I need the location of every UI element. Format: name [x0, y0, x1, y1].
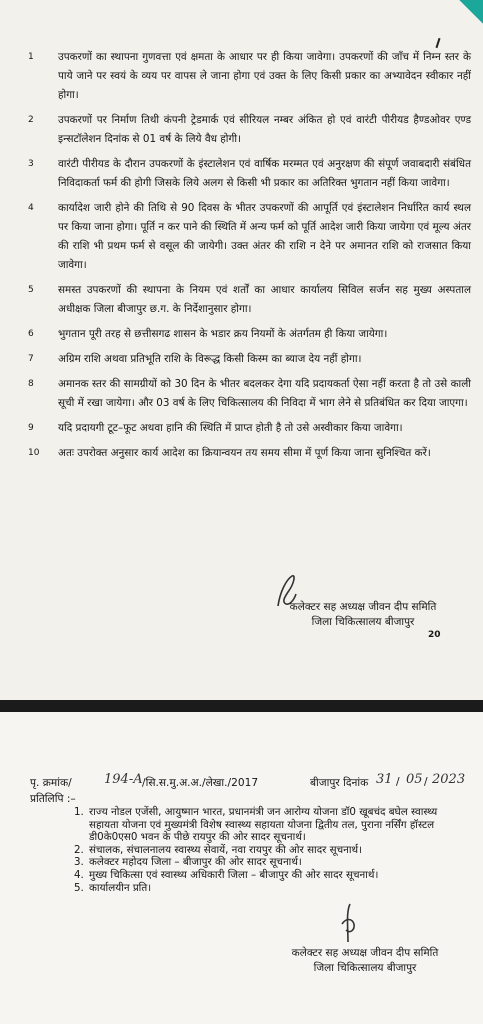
- condition-number: 9: [28, 423, 34, 433]
- condition-item: [26, 199, 471, 275]
- condition-item: [26, 281, 471, 319]
- condition-number: 3: [28, 159, 34, 169]
- condition-text: अग्रिम राशि अथवा प्रतिभूति राशि के विरूद्ध किसी किस्म का ब्याज देय नहीं होगा।: [58, 353, 362, 365]
- place-date-label: बीजापुर दिनांक: [310, 777, 369, 789]
- condition-item: [26, 350, 471, 369]
- signature-block-2: [270, 946, 460, 976]
- condition-item: [26, 48, 471, 105]
- condition-number: 1: [28, 52, 34, 62]
- condition-item: [26, 325, 471, 344]
- signature-scribble-2: [336, 900, 360, 946]
- copy-text: कलेक्टर महोदय जिला – बीजापुर की ओर सादर सूचनार्थ।: [89, 856, 302, 869]
- condition-number: 4: [28, 203, 34, 213]
- page-corner-fold: [459, 0, 483, 24]
- copy-text: संचालक, संचालनालय स्वास्थ्य सेवायें, नवा रायपुर की ओर सादर सूचनार्थ।: [89, 843, 363, 856]
- copy-number: 4.: [74, 868, 84, 881]
- copy-recipient: [74, 869, 454, 882]
- copy-number: 2.: [74, 843, 84, 856]
- signature-office: जिला चिकित्सालय बीजापुर: [311, 616, 415, 628]
- copy-number: 3.: [74, 856, 84, 869]
- signature-office: जिला चिकित्सालय बीजापुर: [313, 962, 417, 974]
- copy-recipient: [74, 882, 454, 895]
- page-number: 20: [428, 630, 441, 640]
- condition-text: अमानक स्तर की सामग्रीयों को 30 दिन के भीतर बदलकर देगा यदि प्रदायकर्ता ऐसा नहीं करता है तो उसे काली सूची में रखा जायेगा। और 03 वर्ष के लिए चिकित्सालय की निविदा में भाग लेने से प्रतिबंधित कर दिया जाएगा।: [58, 378, 471, 409]
- copy-label: प्रतिलिपि :–: [30, 793, 76, 805]
- condition-item: [26, 419, 471, 438]
- condition-item: [26, 375, 471, 413]
- condition-text: समस्त उपकरणों की स्थापना के नियम एवं शर्तों का आधार कार्यालय सिविल सर्जन सह मुख्य अस्पताल अधीक्षक जिला बीजापुर छ.ग. के निर्देशानुसार होगा।: [58, 284, 471, 315]
- condition-item: [26, 444, 471, 463]
- condition-text: उपकरणों पर निर्माण तिथी कंपनी ट्रेडमार्क एवं सीरियल नम्बर अंकित हो एवं वारंटी पीरीयड हैण्डओवर एण्ड इन्सटॉलेशन दिनांक से 01 वर्ष के लिये वैध होगी।: [58, 114, 471, 145]
- condition-item: [26, 155, 471, 193]
- condition-item: [26, 111, 471, 149]
- condition-number: 5: [28, 285, 34, 295]
- condition-text: उपकरणों का स्थापना गुणवत्ता एवं क्षमता के आधार पर ही किया जावेगा। उपकरणों की जाँच में निम्न स्तर के पाये जाने पर स्वयं के व्यय पर वापस ले जाना होगा एवं उक्त के लिए किसी प्रकार का अभ्यावेदन स्वीकार नहीं होगा।: [58, 51, 471, 101]
- condition-text: अतः उपरोक्त अनुसार कार्य आदेश का क्रियान्वयन तय समय सीमा में पूर्ण किया जाना सुनिश्चित करें।: [58, 447, 431, 459]
- reference-suffix: /सि.स.मु.अ.अ./लेखा./2017: [142, 777, 259, 789]
- condition-text: यदि प्रदायगी टूट–फूट अथवा हानि की स्थिति में प्राप्त होती है तो उसे अस्वीकार किया जावेगा।: [58, 422, 403, 434]
- signature-block-1: [258, 600, 468, 630]
- copy-recipients-list: [74, 806, 454, 894]
- conditions-list: [26, 48, 471, 469]
- condition-text: कार्यादेश जारी होने की तिथि से 90 दिवस के भीतर उपकरणों की आपूर्ति एवं इंस्टालेशन निर्धारित कार्य स्थल पर किया जाना होगा। पूर्ति न कर पाने की स्थिति में अन्य फर्म को पूर्ति आदेश जारी किया जायेगा एवं मूल्य अंतर की राशि भी प्रथम फर्म से वसूल की जायेगी। उक्त अंतर की राशि न देने पर अमानत राशि को राजसात किया जावेगा।: [58, 202, 471, 271]
- condition-number: 7: [28, 354, 34, 364]
- condition-number: 6: [28, 329, 34, 339]
- copy-recipient: [74, 844, 454, 857]
- reference-number: 194-A: [104, 772, 143, 787]
- date-day: 31: [376, 772, 393, 787]
- signature-title: कलेक्टर सह अध्यक्ष जीवन दीप समिति: [289, 601, 437, 613]
- condition-number: 2: [28, 115, 34, 125]
- pen-mark: [436, 38, 441, 48]
- copy-text: मुख्य चिकित्सा एवं स्वास्थ्य अधिकारी जिला – बीजापुर की ओर सादर सूचनार्थ।: [89, 868, 379, 881]
- date-year: 2023: [432, 772, 466, 787]
- condition-number: 8: [28, 379, 34, 389]
- date-month: 05: [406, 772, 423, 787]
- copy-number: 1.: [74, 806, 84, 818]
- copy-text: कार्यालयीन प्रति।: [89, 881, 152, 894]
- condition-text: भुगतान पूरी तरह से छत्तीसगढ शासन के भडार क्रय नियमों के अंतर्गतम ही किया जायेगा।: [58, 328, 388, 340]
- copy-recipient: [74, 806, 454, 844]
- copy-recipient: [74, 856, 454, 869]
- copy-number: 5.: [74, 881, 84, 894]
- signature-title: कलेक्टर सह अध्यक्ष जीवन दीप समिति: [291, 947, 439, 959]
- reference-prefix: पृ. क्रमांक/: [30, 777, 72, 789]
- condition-text: वारंटी पीरीयड के दौरान उपकरणों के इंस्टालेशन एवं वार्षिक मरम्मत एवं अनुरक्षण की संपूर्ण जवाबदारी संबंधित निविदाकर्ता फर्म की होगी जिसके लिये अलग से किसी भी प्रकार का अतिरिक्त भुगतान नहीं किया जावेगा।: [58, 158, 471, 189]
- condition-number: 10: [28, 448, 40, 458]
- copy-text: राज्य नोडल एजेंसी, आयुष्मान भारत, प्रधानमंत्री जन आरोग्य योजना डॉ0 खूबचंद बघेल स्वास्थ्य सहायता योजना एवं मुख्यमंत्री विशेष स्वास्थ्य सहायता योजना द्वितीय तल, पुराना नर्सिंग हॉस्टल डी0के0एस0 भवन के पीछे रायपुर की ओर सादर सूचनार्थ।: [89, 806, 438, 844]
